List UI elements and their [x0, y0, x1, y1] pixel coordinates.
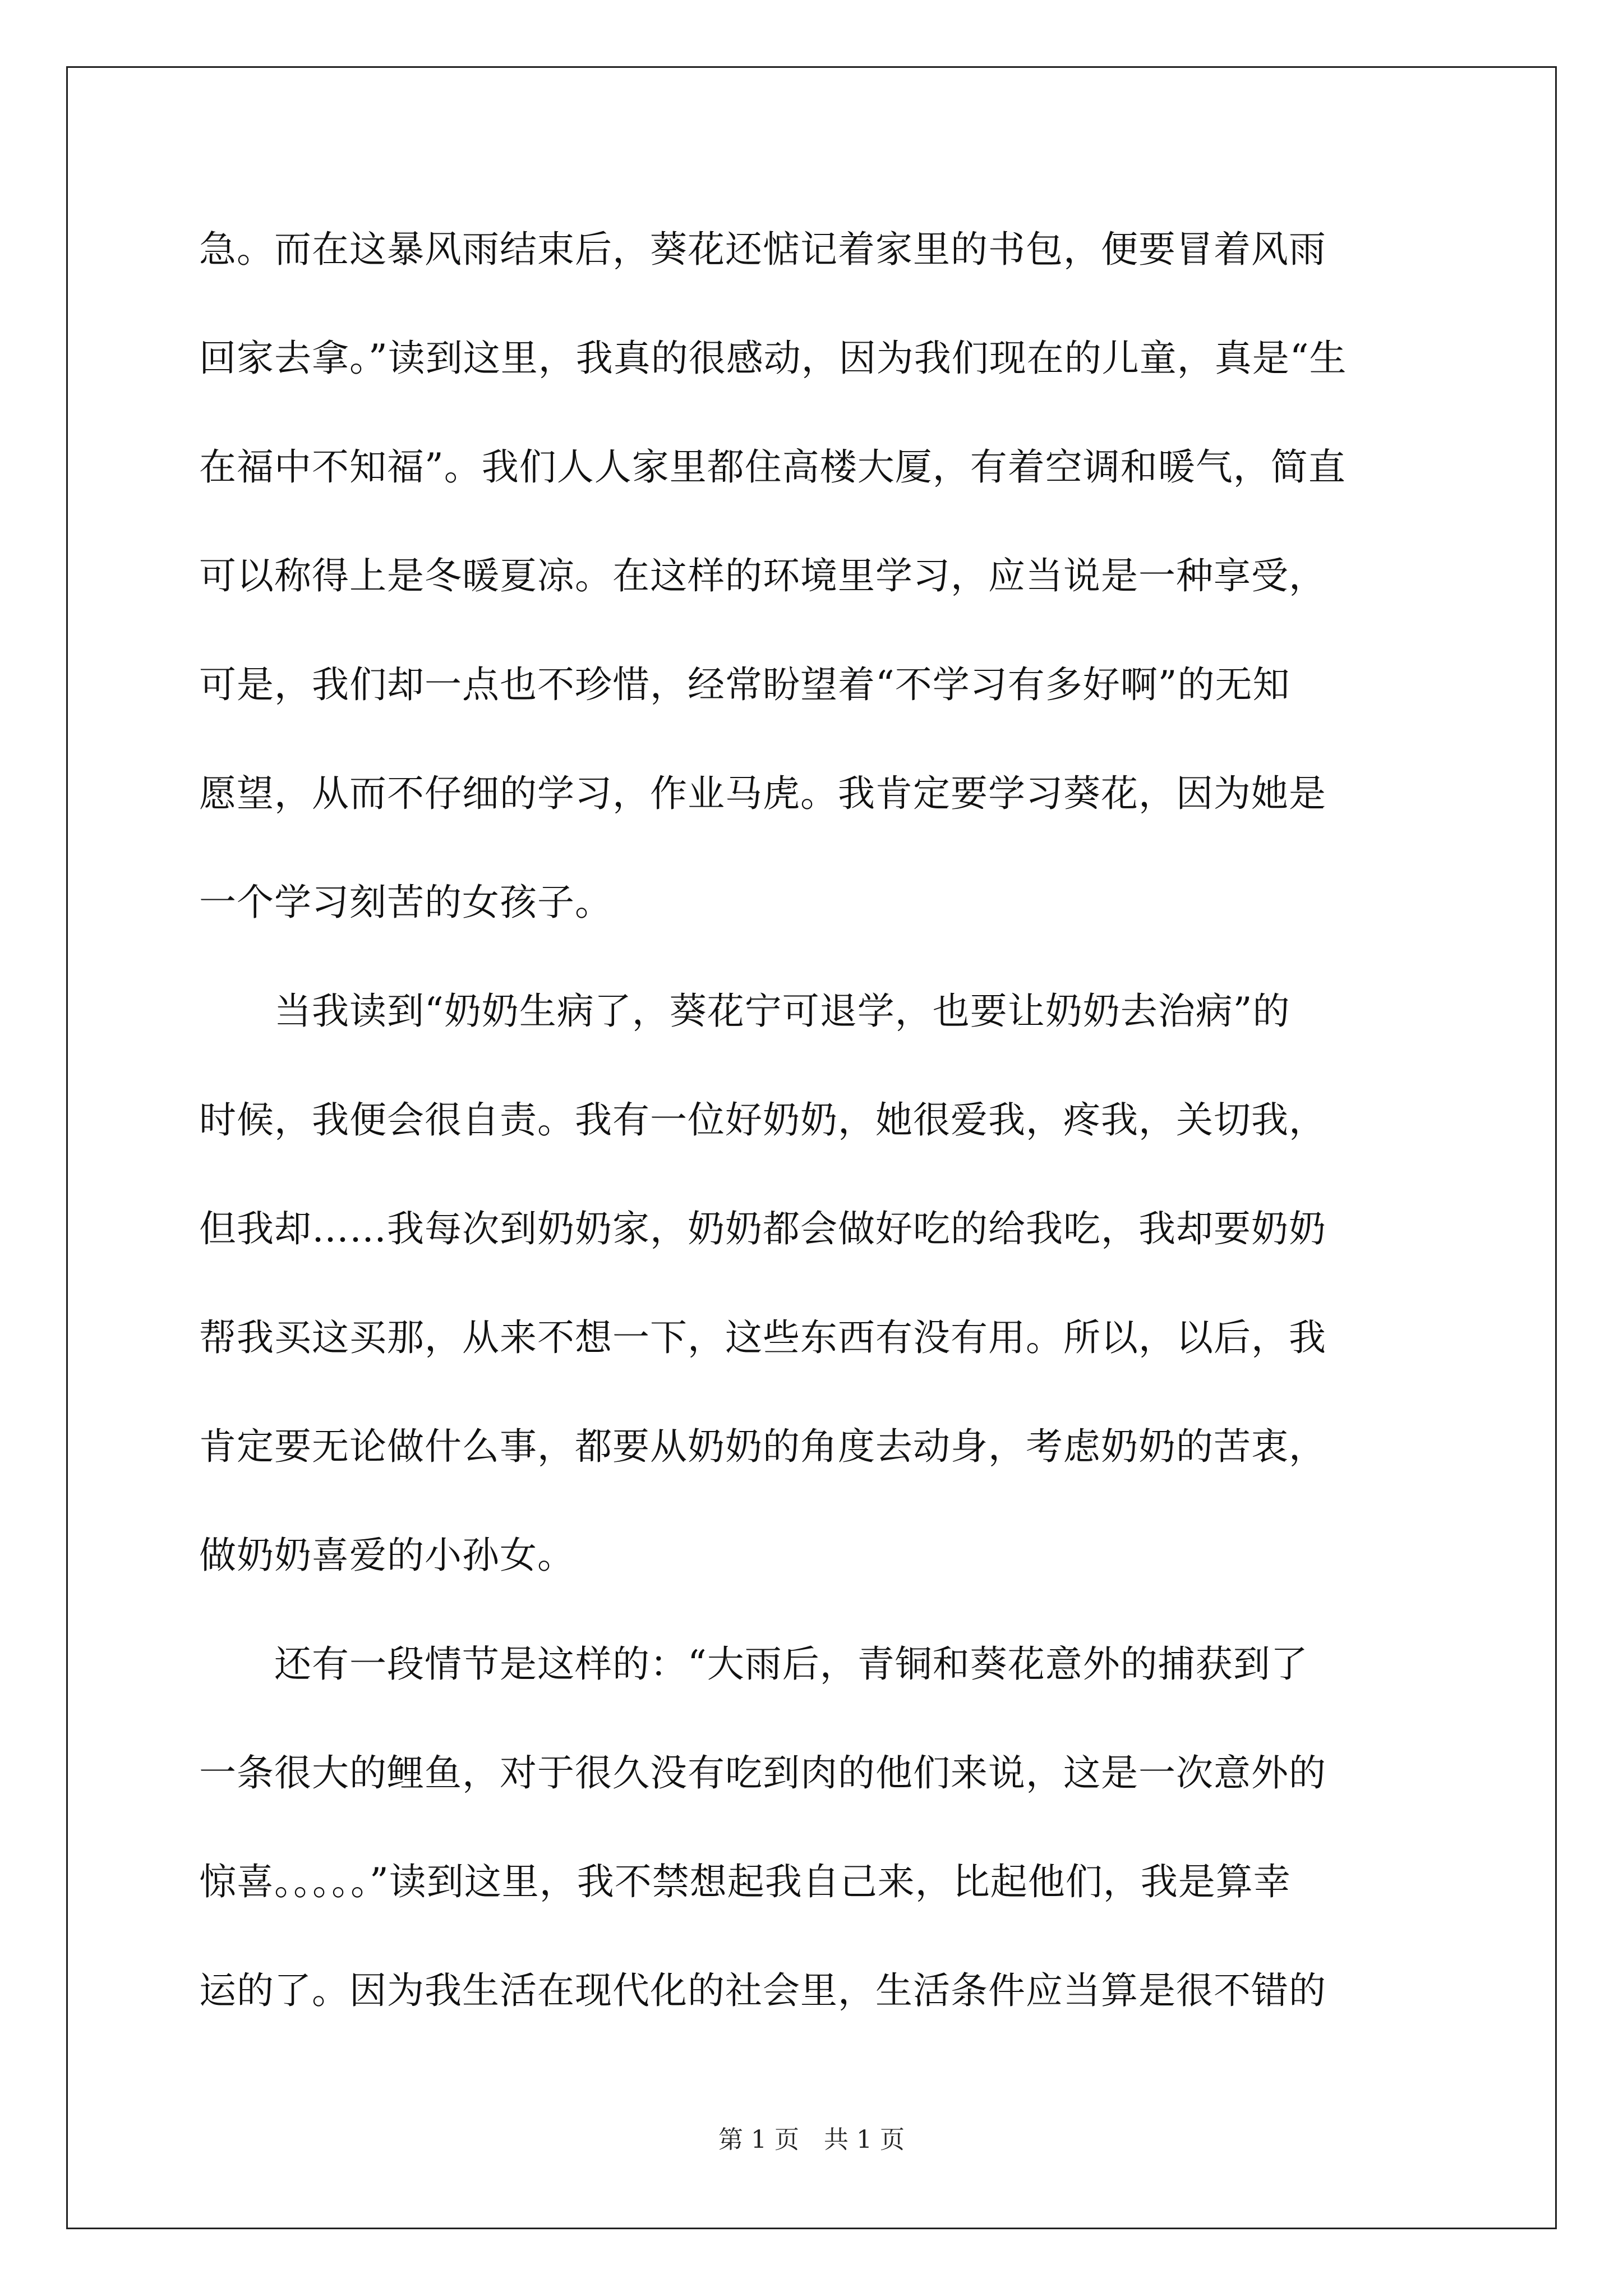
text-line: 可以称得上是冬暖夏凉。在这样的环境里学习，应当说是一种享受， [199, 554, 1326, 597]
text-line: 肯定要无论做什么事，都要从奶奶的角度去动身，考虑奶奶的苦衷， [199, 1425, 1326, 1468]
text-line: 做奶奶喜爱的小孙女。 [199, 1534, 575, 1577]
text-line: 一条很大的鲤鱼，对于很久没有吃到肉的他们来说，这是一次意外的 [199, 1751, 1326, 1795]
text-line: 在福中不知福”。我们人人家里都住高楼大厦，有着空调和暖气，简直 [199, 445, 1346, 489]
text-line: 帮我买这买那，从来不想一下，这些东西有没有用。所以，以后，我 [199, 1316, 1326, 1359]
text-line: 运的了。因为我生活在现代化的社会里，生活条件应当算是很不错的 [199, 1969, 1326, 2012]
text-line: 愿望，从而不仔细的学习，作业马虎。我肯定要学习葵花，因为她是 [199, 772, 1326, 815]
text-line: 时候，我便会很自责。我有一位好奶奶，她很爱我，疼我，关切我， [199, 1098, 1326, 1142]
text-line: 当我读到“奶奶生病了，葵花宁可退学，也要让奶奶去治病”的 [199, 990, 1290, 1033]
page-number: 第 1 页 共 1 页 [718, 2125, 905, 2154]
text-line: 回家去拿。”读到这里，我真的很感动，因为我们现在的儿童，真是“生 [199, 337, 1347, 380]
text-line: 惊喜。。。。。”读到这里，我不禁想起我自己来，比起他们，我是算幸 [199, 1860, 1291, 1903]
text-line: 但我却……我每次到奶奶家，奶奶都会做好吃的给我吃，我却要奶奶 [199, 1207, 1326, 1250]
text-line: 急。而在这暴风雨结束后，葵花还惦记着家里的书包，便要冒着风雨 [199, 228, 1326, 271]
text-line: 可是，我们却一点也不珍惜，经常盼望着“不学习有多好啊”的无知 [199, 663, 1290, 706]
text-line: 还有一段情节是这样的：“大雨后，青铜和葵花意外的捕获到了 [199, 1642, 1308, 1686]
text-line: 一个学习刻苦的女孩子。 [199, 881, 612, 924]
